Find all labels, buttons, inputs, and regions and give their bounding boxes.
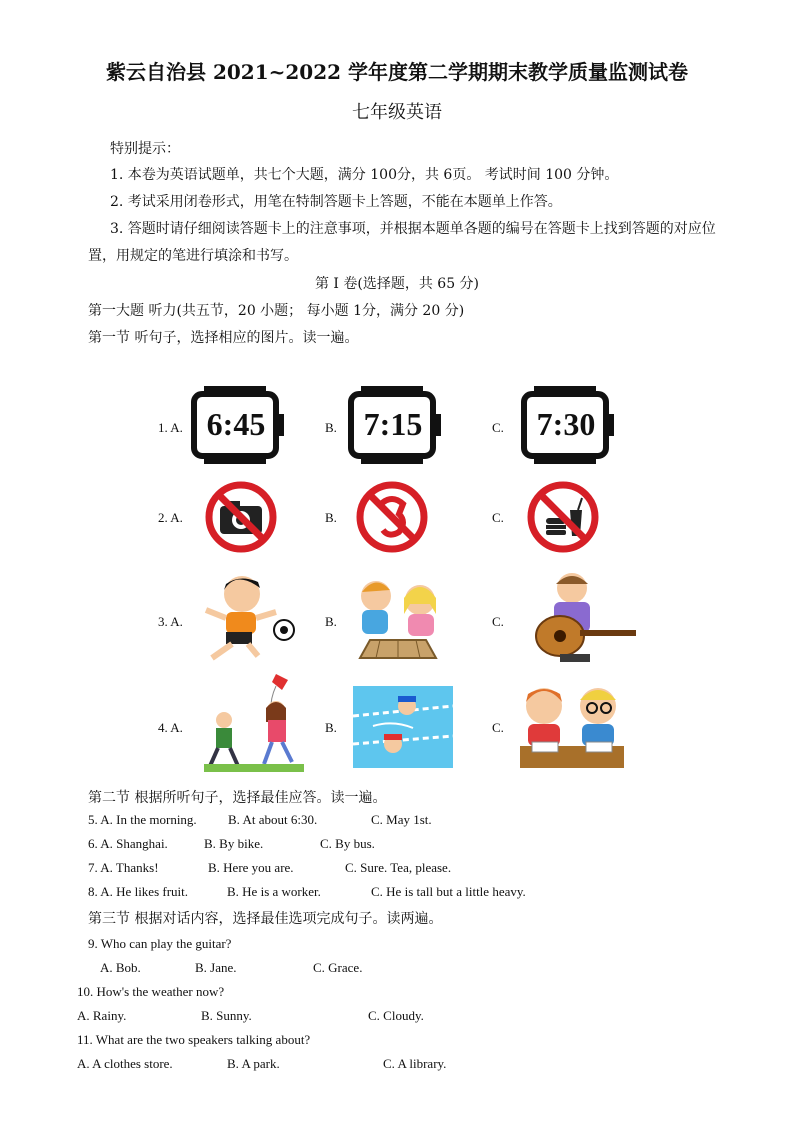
row3-b-label: B.	[325, 614, 337, 629]
q7-option-c: C. Sure. Tea, please.	[345, 860, 452, 875]
notice-item-3: 3. 答题时请仔细阅读答题卡上的注意事项，并根据本题单各题的编号在答题卡上找到答题的对应位	[110, 221, 716, 237]
section1-heading: 第一大题 听力(共五节，20 小题； 每小题 1分，满分 20 分)	[88, 303, 465, 319]
q10-question: 10. How's the weather now?	[77, 984, 225, 999]
sub3-heading: 第三节 根据对话内容，选择最佳选项完成句子。读两遍。	[88, 911, 443, 927]
q11-option-b: B. A park.	[227, 1056, 280, 1071]
notice-heading: 特别提示：	[110, 141, 180, 157]
q8-option-c: C. He is tall but a little heavy.	[371, 884, 526, 899]
clock-time-a: 6:45	[206, 406, 266, 442]
q7-option-b: B. Here you are.	[208, 860, 294, 875]
q7-option-a: 7. A. Thanks!	[88, 860, 159, 875]
q9-option-a: A. Bob.	[100, 960, 141, 975]
no-camera-icon	[204, 480, 278, 554]
notice-item-1: 1. 本卷为英语试题单，共七个大题，满分 100分，共 6页。 考试时间 100 分钟。	[110, 167, 619, 183]
q8-option-b: B. He is a worker.	[227, 884, 321, 899]
q6-option-b: B. By bike.	[204, 836, 264, 851]
row4-b-label: B.	[325, 720, 337, 735]
q5-option-c: C. May 1st.	[371, 812, 432, 827]
row2-c-label: C.	[492, 510, 504, 525]
q9-option-b: B. Jane.	[195, 960, 237, 975]
no-spitting-icon	[355, 480, 429, 554]
kids-flying-kite-icon	[204, 672, 304, 772]
boy-playing-soccer-icon	[196, 572, 296, 668]
q5-option-a: 5. A. In the morning.	[88, 812, 197, 827]
clock-time-b: 7:15	[363, 406, 423, 442]
part1-heading: 第 I 卷(选择题，共 65 分)	[314, 276, 480, 292]
q11-option-c: C. A library.	[383, 1056, 447, 1071]
q5-option-b: B. At about 6:30.	[228, 812, 318, 827]
exam-subtitle: 七年级英语	[352, 102, 442, 123]
row2-label: 2. A.	[158, 510, 183, 525]
kids-studying-icon	[516, 684, 628, 772]
q10-option-a: A. Rainy.	[77, 1008, 127, 1023]
row3-c-label: C.	[492, 614, 504, 629]
clock-time-c: 7:30	[536, 406, 596, 442]
sub1-heading: 第一节 听句子，选择相应的图片。读一遍。	[88, 330, 359, 346]
q10-option-b: B. Sunny.	[201, 1008, 252, 1023]
row4-c-label: C.	[492, 720, 504, 735]
q6-option-a: 6. A. Shanghai.	[88, 836, 168, 851]
q8-option-a: 8. A. He likes fruit.	[88, 884, 189, 899]
no-food-drink-icon	[526, 480, 600, 554]
kids-swimming-icon	[353, 686, 453, 768]
row4-label: 4. A.	[158, 720, 183, 735]
q9-question: 9. Who can play the guitar?	[88, 936, 232, 951]
q11-option-a: A. A clothes store.	[77, 1056, 173, 1071]
boy-playing-guitar-icon	[530, 570, 640, 666]
row2-b-label: B.	[325, 510, 337, 525]
notice-item-2: 2. 考试采用闭卷形式，用笔在特制答题卡上答题，不能在本题单上作答。	[110, 194, 562, 210]
q10-option-c: C. Cloudy.	[368, 1008, 424, 1023]
q11-question: 11. What are the two speakers talking about?	[77, 1032, 311, 1047]
exam-title: 紫云自治县 2021~2022 学年度第二学期期末教学质量监测试卷	[105, 60, 688, 84]
notice-item-3-cont: 置，用规定的笔进行填涂和书写。	[88, 248, 298, 264]
q6-option-c: C. By bus.	[320, 836, 375, 851]
row1-c-label: C.	[492, 420, 504, 435]
kids-playing-chess-icon	[350, 574, 446, 664]
q9-option-c: C. Grace.	[313, 960, 363, 975]
sub2-heading: 第二节 根据所听句子，选择最佳应答。读一遍。	[88, 790, 387, 806]
row3-label: 3. A.	[158, 614, 183, 629]
row1-b-label: B.	[325, 420, 337, 435]
row1-label: 1. A.	[158, 420, 183, 435]
